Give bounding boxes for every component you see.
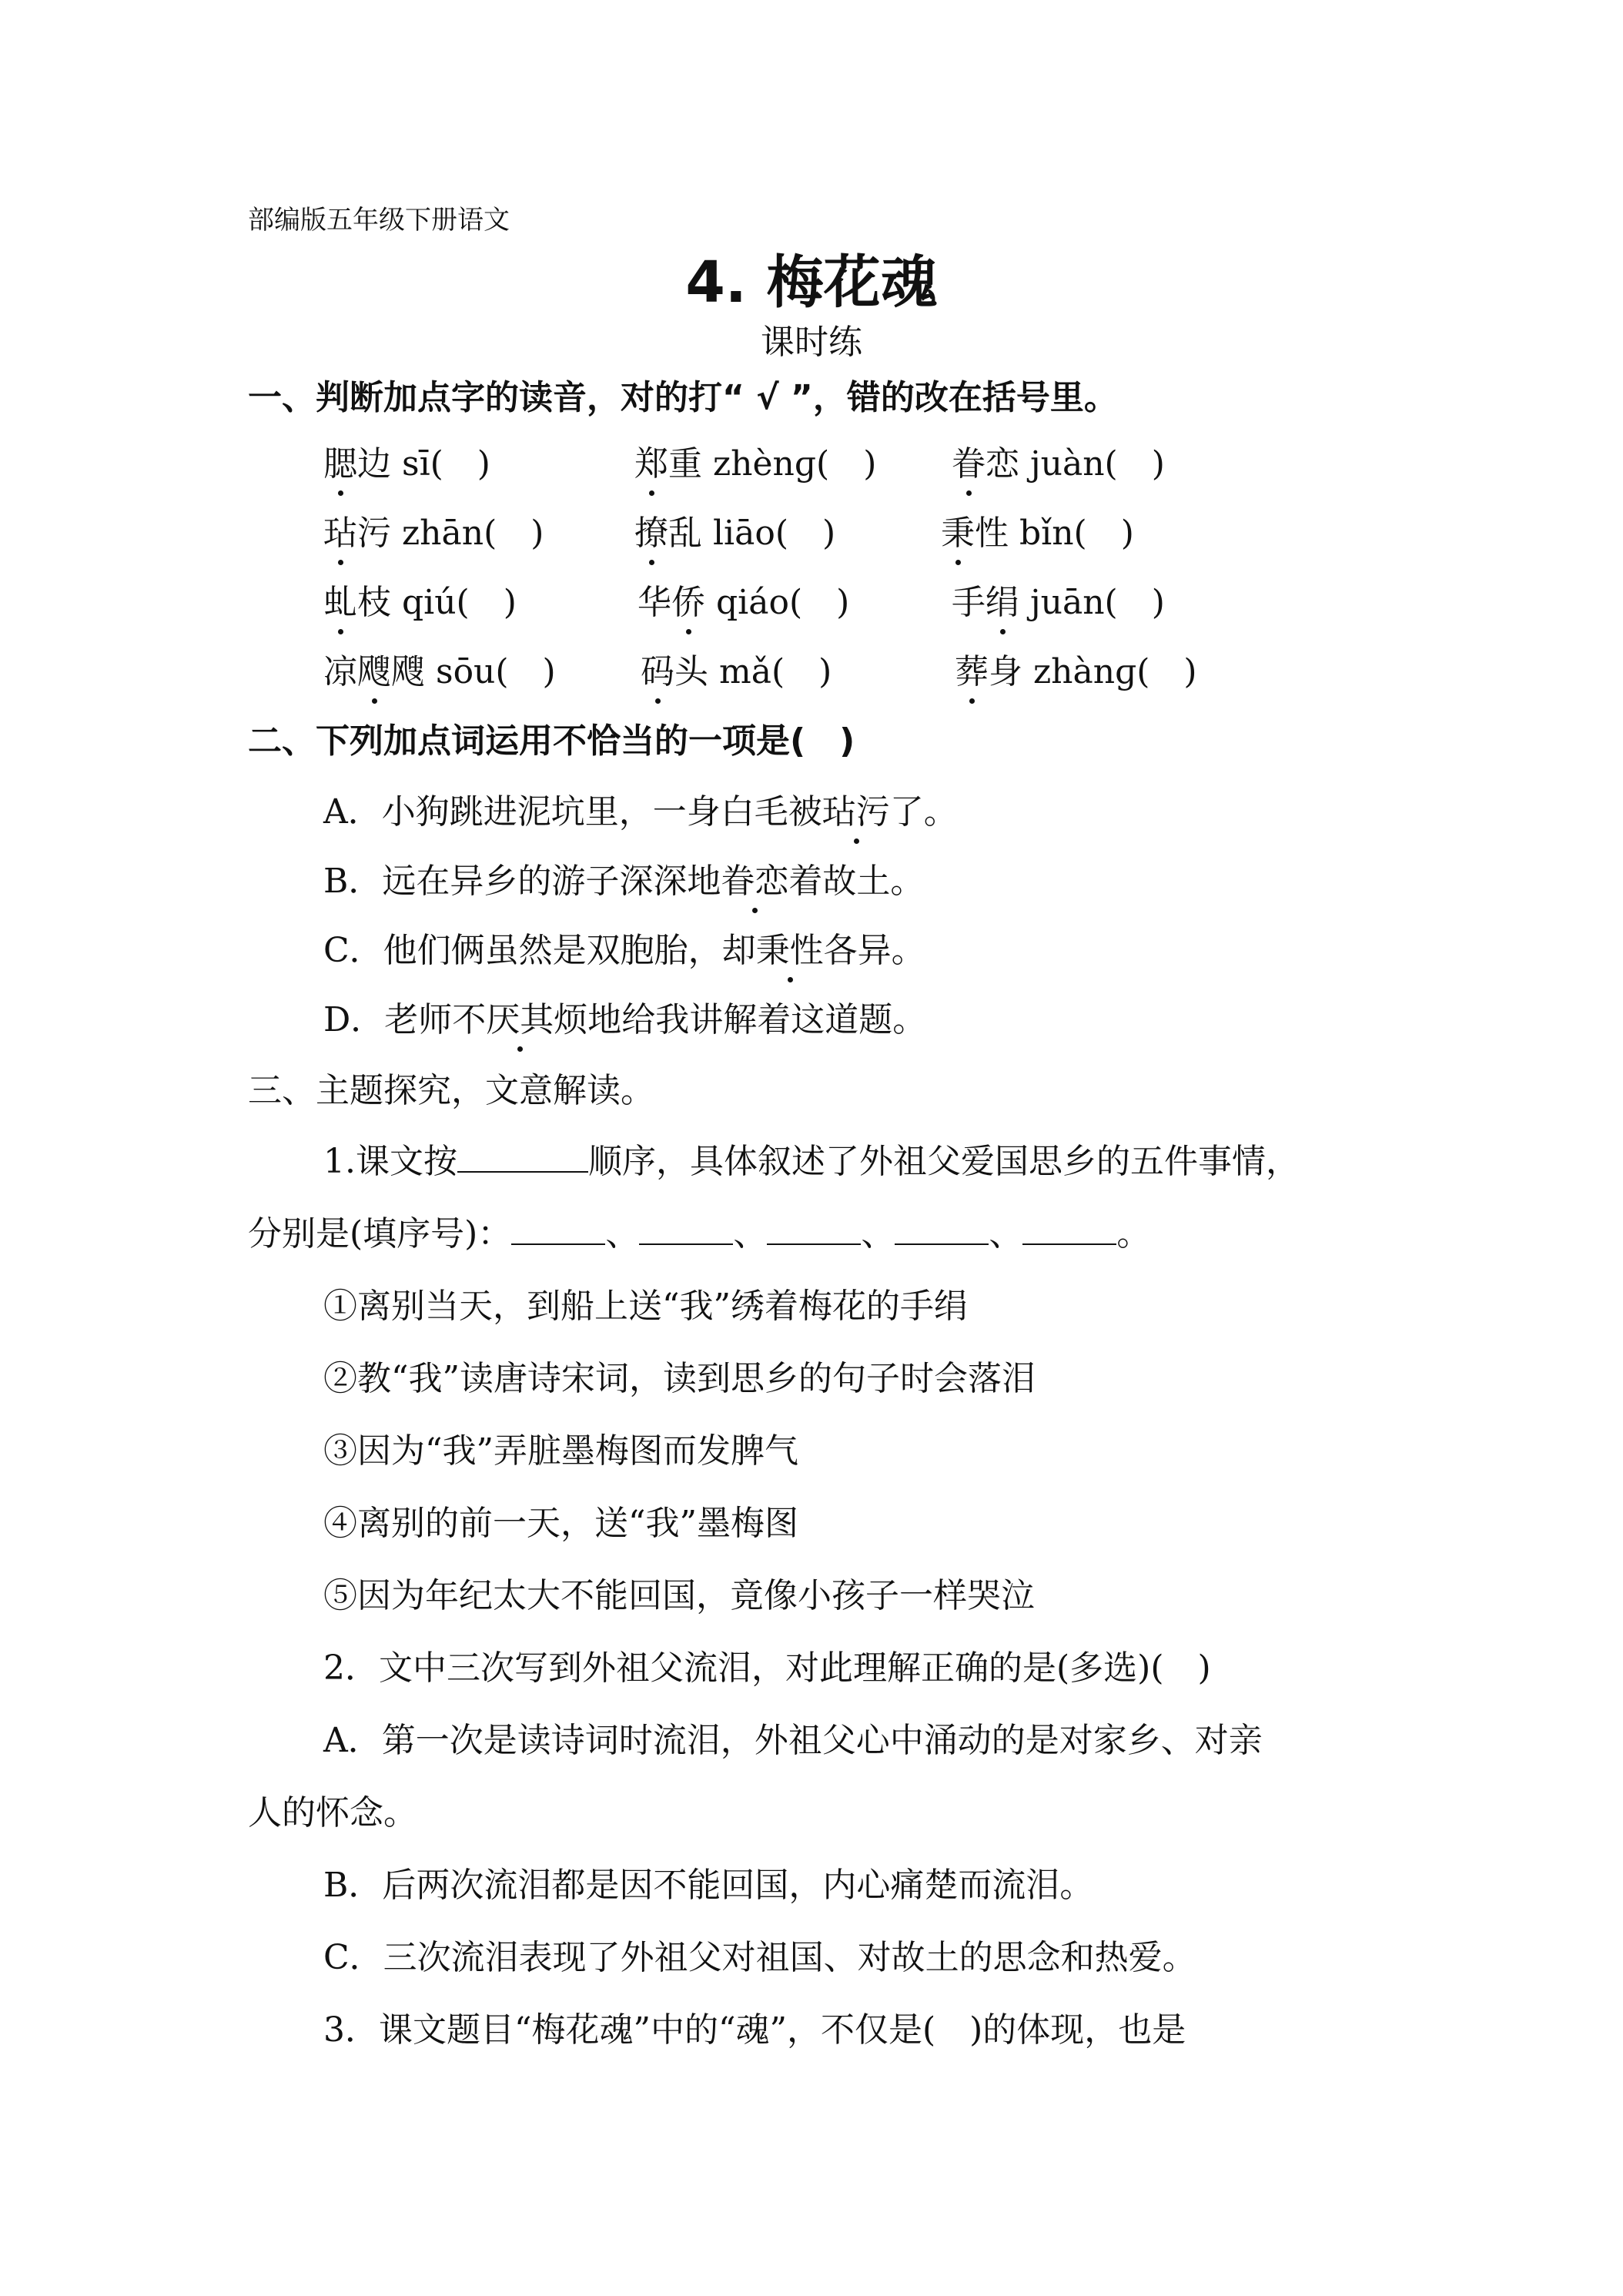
question2-option-c: C．三次流泪表现了外祖父对祖国、对故土的思念和热爱。 (323, 1938, 1196, 1977)
choice-option-a: A．小狗跳进泥坑里，一身白毛被玷污了。 (323, 784, 958, 833)
event-item: ③因为“我”弄脏墨梅图而发脾气 (323, 1431, 798, 1471)
pinyin-item: 秉性 bǐn( ) (941, 505, 1134, 554)
lesson-subtitle: 课时练 (761, 323, 862, 362)
pinyin-item: 华侨 qiáo( ) (637, 574, 849, 624)
question1-line1: 1.课文按 顺序，具体叙述了外祖父爱国思乡的五件事情， (323, 1142, 1300, 1181)
section1-heading: 一、判断加点字的读音，对的打“ √ ”，错的改在括号里。 (248, 378, 1118, 417)
pinyin-item: 眷恋 juàn( ) (952, 436, 1165, 485)
choice-option-c: C．他们俩虽然是双胞胎，却秉性各异。 (323, 922, 925, 972)
question2-stem: 2．文中三次写到外祖父流泪，对此理解正确的是(多选)( ) (323, 1648, 1211, 1688)
question2-option-b: B．后两次流泪都是因不能回国，内心痛楚而流泪。 (323, 1866, 1094, 1905)
answer-blank[interactable] (767, 1216, 861, 1245)
answer-blank[interactable] (895, 1216, 989, 1245)
pinyin-item: 码头 mǎ( ) (641, 644, 832, 693)
pinyin-item: 凉飕飕 sōu( ) (323, 644, 556, 693)
pinyin-item: 玷污 zhān( ) (323, 505, 544, 554)
pinyin-item: 郑重 zhènɡ( ) (634, 436, 876, 485)
choice-option-d: D．老师不厌其烦地给我讲解着这道题。 (323, 992, 926, 1041)
pinyin-item: 撩乱 liāo( ) (634, 505, 835, 554)
pinyin-item: 葬身 zhànɡ( ) (955, 644, 1197, 693)
event-item: ⑤因为年纪太大不能回国，竟像小孩子一样哭泣 (323, 1576, 1035, 1615)
pinyin-item: 虬枝 qiú( ) (323, 574, 517, 624)
event-item: ④离别的前一天，送“我”墨梅图 (323, 1504, 798, 1543)
answer-blank[interactable] (511, 1216, 605, 1245)
event-item: ②教“我”读唐诗宋词，读到思乡的句子时会落泪 (323, 1359, 1036, 1398)
answer-blank[interactable] (457, 1143, 588, 1173)
question2-option-a-cont: 人的怀念。 (248, 1793, 417, 1832)
choice-option-b: B．远在异乡的游子深深地眷恋着故土。 (323, 853, 924, 902)
section3-heading: 三、主题探究，文意解读。 (248, 1071, 654, 1110)
question3-stem: 3．课文题目“梅花魂”中的“魂”，不仅是( )的体现，也是 (323, 2010, 1186, 2050)
question2-option-a: A．第一次是读诗词时流泪，外祖父心中涌动的是对家乡、对亲 (323, 1721, 1263, 1760)
pinyin-item: 腮边 sī( ) (323, 436, 490, 485)
question1-line2: 分别是(填序号)： 、 、 、 、 。 (248, 1214, 1151, 1253)
event-item: ①离别当天，到船上送“我”绣着梅花的手绢 (323, 1287, 968, 1326)
section2-heading: 二、下列加点词运用不恰当的一项是( ) (248, 721, 855, 761)
pinyin-item: 手绢 juān( ) (952, 574, 1165, 624)
grade-header: 部编版五年级下册语文 (248, 205, 510, 236)
answer-blank[interactable] (639, 1216, 733, 1245)
answer-blank[interactable] (1022, 1216, 1116, 1245)
lesson-title: 4. 梅花魂 (685, 249, 938, 316)
